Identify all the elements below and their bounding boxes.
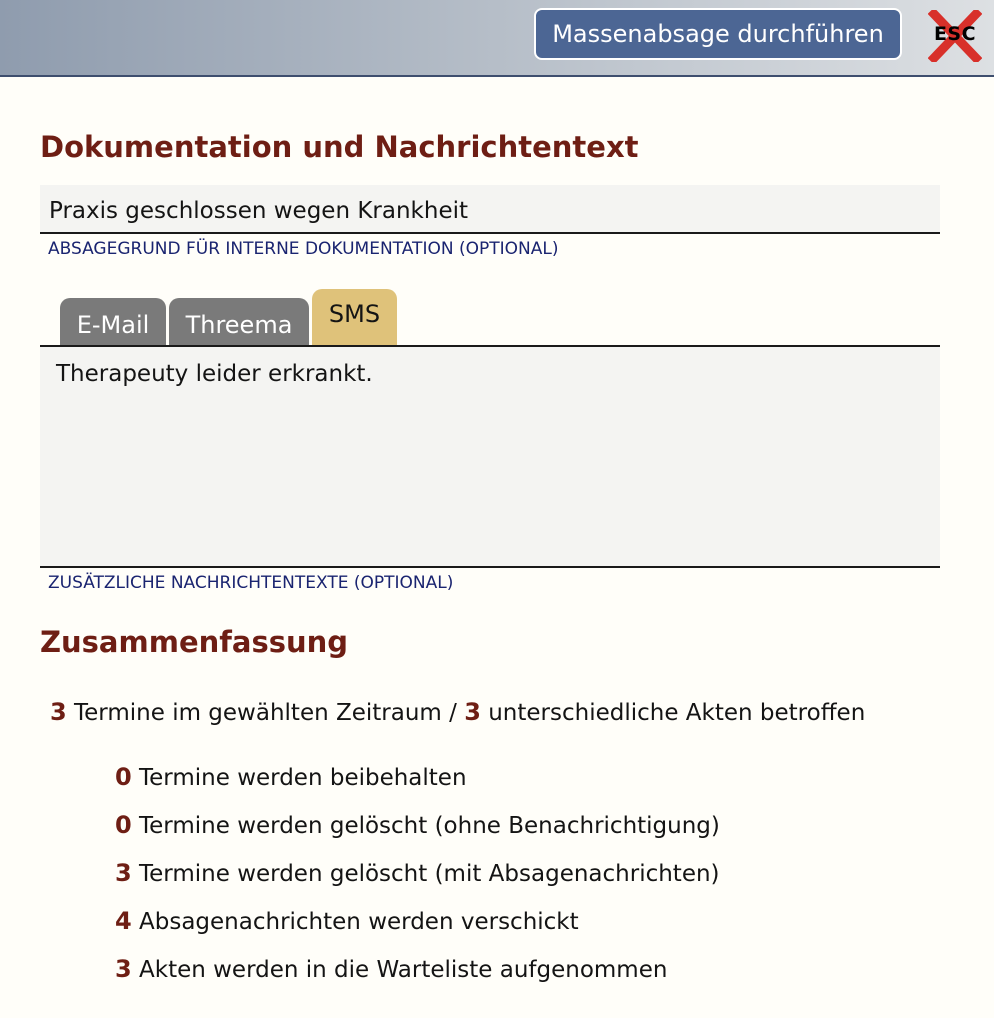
message-textarea[interactable] bbox=[40, 345, 940, 568]
summary-item-deleted-notified bbox=[115, 859, 720, 887]
tab-threema[interactable]: Threema bbox=[169, 298, 309, 345]
appointments-text: Termine im gewählten Zeitraum / bbox=[66, 700, 465, 726]
summary-item-messages-sent bbox=[115, 907, 579, 935]
summary-text: Absagenachrichten werden verschickt bbox=[131, 909, 579, 935]
summary-item-kept bbox=[115, 763, 467, 791]
top-toolbar bbox=[0, 0, 994, 77]
tab-email[interactable]: E-Mail bbox=[60, 298, 166, 345]
tab-sms[interactable]: SMS bbox=[312, 289, 397, 346]
summary-title: Zusammenfassung bbox=[40, 625, 349, 659]
cancel-reason-label: ABSAGEGRUND FÜR INTERNE DOKUMENTATION (OPTIONAL) bbox=[48, 239, 559, 259]
records-count: 3 bbox=[464, 698, 481, 726]
summary-item-waitlist bbox=[115, 955, 667, 983]
summary-text: Termine werden gelöscht (ohne Benachrichtigung) bbox=[131, 813, 720, 839]
appointments-count: 3 bbox=[50, 698, 67, 726]
esc-close-button[interactable] bbox=[928, 10, 982, 62]
records-text: unterschiedliche Akten betroffen bbox=[480, 700, 866, 726]
summary-text: Termine werden gelöscht (mit Absagenachrichten) bbox=[131, 861, 720, 887]
summary-count: 0 bbox=[115, 763, 132, 791]
summary-item-deleted-silent bbox=[115, 811, 720, 839]
message-label: ZUSÄTZLICHE NACHRICHTENTEXTE (OPTIONAL) bbox=[48, 573, 454, 593]
summary-count: 3 bbox=[115, 955, 132, 983]
summary-overview bbox=[50, 698, 865, 726]
cancel-reason-input[interactable] bbox=[40, 185, 940, 234]
mass-cancel-button[interactable]: Massenabsage durchführen bbox=[534, 8, 902, 60]
documentation-title: Dokumentation und Nachrichtentext bbox=[40, 130, 639, 164]
summary-count: 0 bbox=[115, 811, 132, 839]
esc-label: ESC bbox=[933, 23, 977, 45]
summary-count: 4 bbox=[115, 907, 132, 935]
summary-text: Termine werden beibehalten bbox=[131, 765, 467, 791]
summary-text: Akten werden in die Warteliste aufgenommen bbox=[131, 957, 668, 983]
summary-count: 3 bbox=[115, 859, 132, 887]
